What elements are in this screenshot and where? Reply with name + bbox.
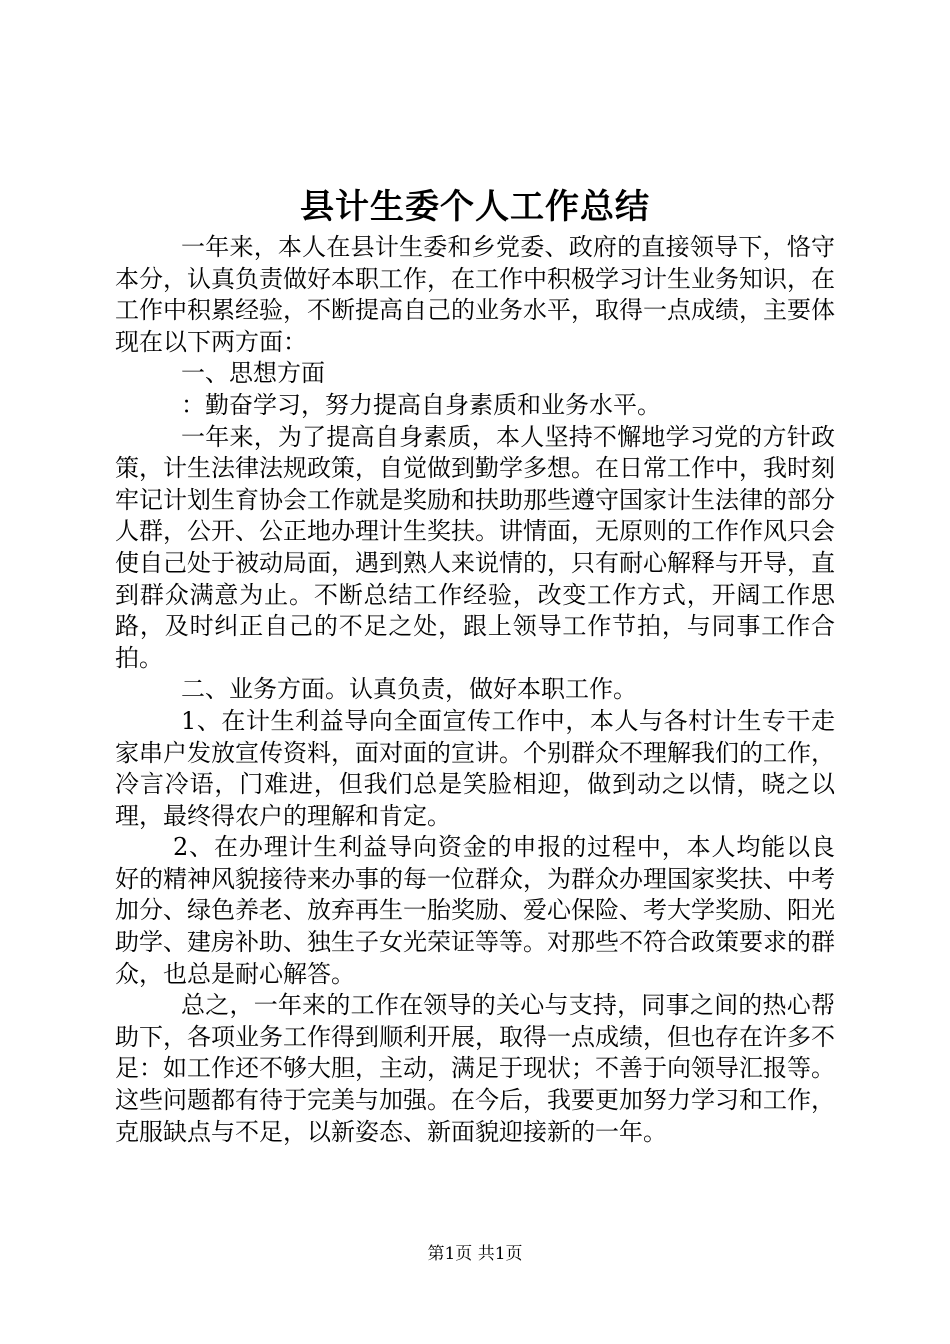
paragraph-intro: 一年来，本人在县计生委和乡党委、政府的直接领导下，恪守本分，认真负责做好本职工作，在工作中积极学习计生业务知识，在工作中积累经验，不断提高自己的业务水平，取得一点成绩，主要体现在以下两方面： xyxy=(115,233,835,356)
page-footer: 第1页 共1页 xyxy=(427,1244,523,1264)
paragraph-conclusion: 总之，一年来的工作在领导的关心与支持，同事之间的热心帮助下，各项业务工作得到顺利开展，取得一点成绩，但也存在许多不足：如工作还不够大胆，主动，满足于现状；不善于向领导汇报等。这些问题都有待于完美与加强。在今后，我要更加努力学习和工作，克服缺点与不足，以新姿态、新面貌迎接新的一年。 xyxy=(115,991,835,1146)
document-body xyxy=(115,232,835,1148)
paragraph-item-2: 2、在办理计生利益导向资金的申报的过程中，本人均能以良好的精神风貌接待来办事的每一位群众，为群众办理国家奖扶、中考加分、绿色养老、放弃再生一胎奖励、爱心保险、考大学奖励、阳光助学、建房补助、独生子女光荣证等等。对那些不符合政策要求的群众，也总是耐心解答。 xyxy=(115,833,835,988)
heading-section-2: 二、业务方面。认真负责，做好本职工作。 xyxy=(181,675,637,704)
paragraph-item-1: 1、在计生利益导向全面宣传工作中，本人与各村计生专干走家串户发放宣传资料，面对面的宣讲。个别群众不理解我们的工作，冷言冷语，门难进，但我们总是笑脸相迎，做到动之以情，晓之以理，最终得农户的理解和肯定。 xyxy=(115,706,835,830)
paragraph-thought: 一年来，为了提高自身素质，本人坚持不懈地学习党的方针政策，计生法律法规政策，自觉做到勤学多想。在日常工作中，我时刻牢记计划生育协会工作就是奖励和扶助那些遵守国家计生法律的部分人群，公开、公正地办理计生奖扶。讲情面，无原则的工作作风只会使自己处于被动局面，遇到熟人来说情的，只有耐心解释与开导，直到群众满意为止。不断总结工作经验，改变工作方式，开阔工作思路，及时纠正自己的不足之处，跟上领导工作节拍，与同事工作合拍。 xyxy=(115,422,835,672)
document-title: 县计生委个人工作总结 xyxy=(300,187,650,227)
paragraph-subheading-study: ：勤奋学习，努力提高自身素质和业务水平。 xyxy=(181,390,661,419)
heading-section-1: 一、思想方面 xyxy=(181,359,325,388)
